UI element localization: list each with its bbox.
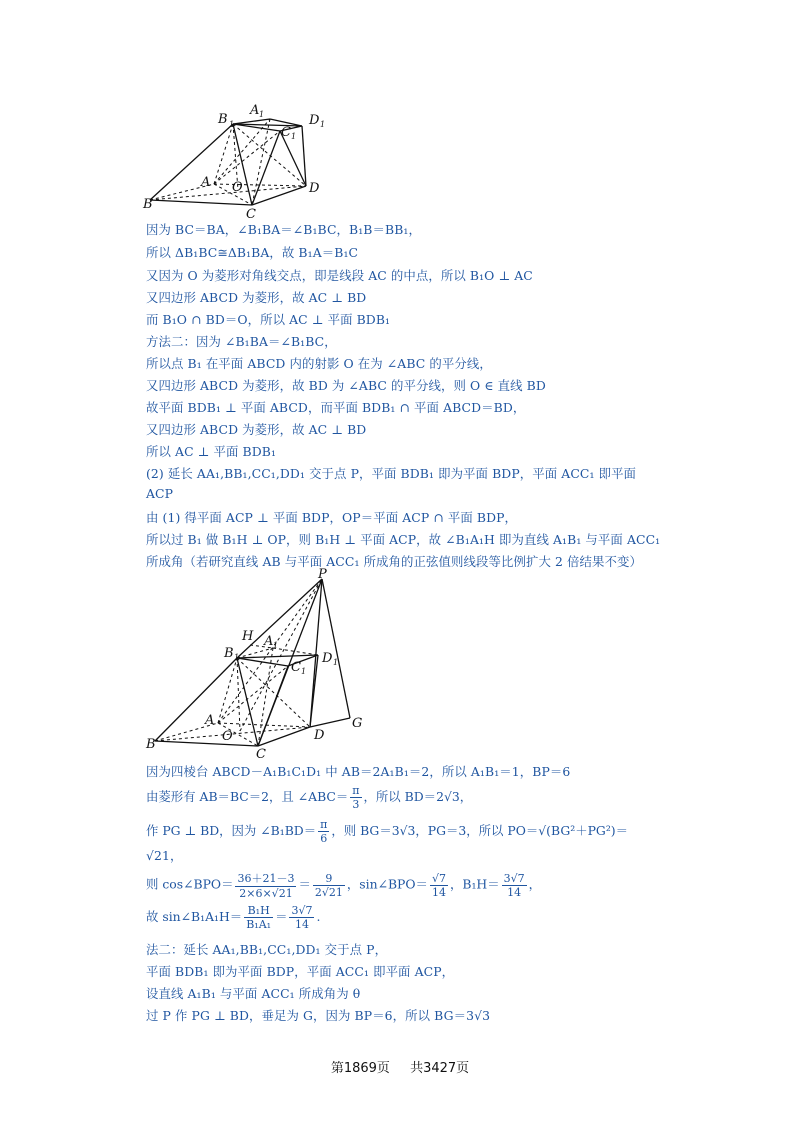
label-B: B bbox=[143, 197, 153, 212]
label-C1: C bbox=[291, 660, 301, 675]
label-A: A bbox=[201, 175, 211, 190]
text-line: 所以 ΔB₁BC≅ΔB₁BA，故 B₁A＝B₁C bbox=[146, 245, 359, 260]
text-line: 由菱形有 AB＝BC＝2，且 ∠ABC＝ $\frac{\pi}{3}$ ，所以 BD＝2√3， bbox=[146, 784, 473, 811]
label-O: O bbox=[232, 180, 243, 195]
frustum-figure-1 bbox=[0, 0, 800, 220]
label-B: B bbox=[146, 737, 156, 752]
text-line: √21， bbox=[146, 848, 183, 863]
svg-text:1: 1 bbox=[229, 120, 235, 129]
text-line: 由 (1) 得平面 ACP ⊥ 平面 BDP，OP＝平面 ACP ∩ 平面 BDP， bbox=[146, 510, 518, 525]
svg-text:1: 1 bbox=[301, 667, 307, 676]
label-H: H bbox=[242, 629, 254, 644]
page-number: 第1869页 bbox=[330, 1061, 390, 1076]
text-line: 又四边形 ABCD 为菱形，故 BD 为 ∠ABC 的平分线，则 O ∈ 直线 BD bbox=[146, 378, 546, 393]
text-line: 又四边形 ABCD 为菱形，故 AC ⊥ BD bbox=[146, 290, 367, 305]
page-total: 共3427页 bbox=[410, 1061, 470, 1076]
text-line: 故平面 BDB₁ ⊥ 平面 ABCD，而平面 BDB₁ ∩ 平面 ABCD＝BD， bbox=[146, 400, 526, 415]
label-D1: D bbox=[322, 651, 333, 666]
text-line: 法二：延长 AA₁,BB₁,CC₁,DD₁ 交于点 P， bbox=[146, 942, 388, 957]
label-D: D bbox=[309, 181, 320, 196]
svg-text:1: 1 bbox=[234, 653, 240, 662]
text-line: 所以 AC ⊥ 平面 BDB₁ bbox=[146, 444, 277, 459]
text-line: 过 P 作 PG ⊥ BD，垂足为 G，因为 BP＝6，所以 BG＝3√3 bbox=[146, 1008, 491, 1023]
label-O: O bbox=[222, 729, 233, 744]
svg-text:1: 1 bbox=[320, 120, 326, 129]
text-line: 方法二：因为 ∠B₁BA＝∠B₁BC， bbox=[146, 334, 337, 349]
svg-text:1: 1 bbox=[291, 132, 297, 141]
label-C1: C bbox=[281, 125, 291, 140]
text-line: 又四边形 ABCD 为菱形，故 AC ⊥ BD bbox=[146, 422, 367, 437]
text-line: 所成角（若研究直线 AB 与平面 ACC₁ 所成角的正弦值则线段等比例扩大 2 倍结果不变） bbox=[146, 554, 642, 569]
text-line: 又因为 O 为菱形对角线交点，即是线段 AC 的中点，所以 B₁O ⊥ AC bbox=[146, 268, 533, 283]
text-line: 因为 BC＝BA，∠B₁BA＝∠B₁BC，B₁B＝BB₁， bbox=[146, 222, 421, 237]
text-line: 故 sin∠B₁A₁H＝ $\frac{\text{B₁H}}{\text{B₁A₁}}$ ＝ $\frac{3√7}{14}$ . bbox=[146, 904, 321, 931]
text-line: (2) 延长 AA₁,BB₁,CC₁,DD₁ 交于点 P，平面 BDB₁ 即为平面 BDP，平面 ACC₁ 即平面 bbox=[146, 466, 637, 481]
label-D: D bbox=[314, 728, 325, 743]
svg-text:1: 1 bbox=[333, 658, 339, 667]
text-line: ACP bbox=[146, 486, 174, 501]
label-G: G bbox=[352, 716, 363, 731]
text-line: 所以过 B₁ 做 B₁H ⊥ OP，则 B₁H ⊥ 平面 ACP，故 ∠B₁A₁H 即为直线 A₁B₁ 与平面 ACC₁ bbox=[146, 532, 661, 547]
page-footer bbox=[0, 1057, 800, 1076]
label-A: A bbox=[205, 713, 215, 728]
text-line: 设直线 A₁B₁ 与平面 ACC₁ 所成角为 θ bbox=[146, 986, 361, 1001]
text-line: 作 PG ⊥ BD，因为 ∠B₁BD＝ $\frac{\pi}{6}$ ，则 BG＝3√3，PG＝3，所以 PO＝√(BG²＋PG²)＝ bbox=[146, 818, 629, 845]
label-P: P bbox=[318, 567, 327, 582]
label-B1: B bbox=[224, 646, 234, 661]
svg-text:1: 1 bbox=[259, 110, 265, 119]
frustum-figure-2 bbox=[0, 565, 800, 765]
label-B1: B bbox=[218, 112, 228, 127]
text-line: 则 cos∠BPO＝ $\frac{36+21-3}{2\times 6\times√21}$ ＝ $\frac{9}{2√21}$ ，sin∠BPO＝ $\frac{√7}{14}$ ，B₁H＝ $\frac{3√7}{14}$ ， bbox=[146, 871, 542, 900]
svg-text:1: 1 bbox=[273, 641, 279, 650]
text-line: 所以点 B₁ 在平面 ABCD 内的射影 O 在为 ∠ABC 的平分线， bbox=[146, 356, 492, 371]
label-D1: D bbox=[309, 113, 320, 128]
label-C: C bbox=[256, 747, 266, 762]
label-A1: A bbox=[264, 634, 274, 649]
text-line: 因为四棱台 ABCD－A₁B₁C₁D₁ 中 AB＝2A₁B₁＝2，所以 A₁B₁＝1，BP＝6 bbox=[146, 764, 571, 779]
text-line: 而 B₁O ∩ BD＝O，所以 AC ⊥ 平面 BDB₁ bbox=[146, 312, 391, 327]
label-A1: A bbox=[250, 103, 260, 118]
text-line: 平面 BDB₁ 即为平面 BDP，平面 ACC₁ 即平面 ACP， bbox=[146, 964, 455, 979]
label-C: C bbox=[246, 207, 256, 220]
